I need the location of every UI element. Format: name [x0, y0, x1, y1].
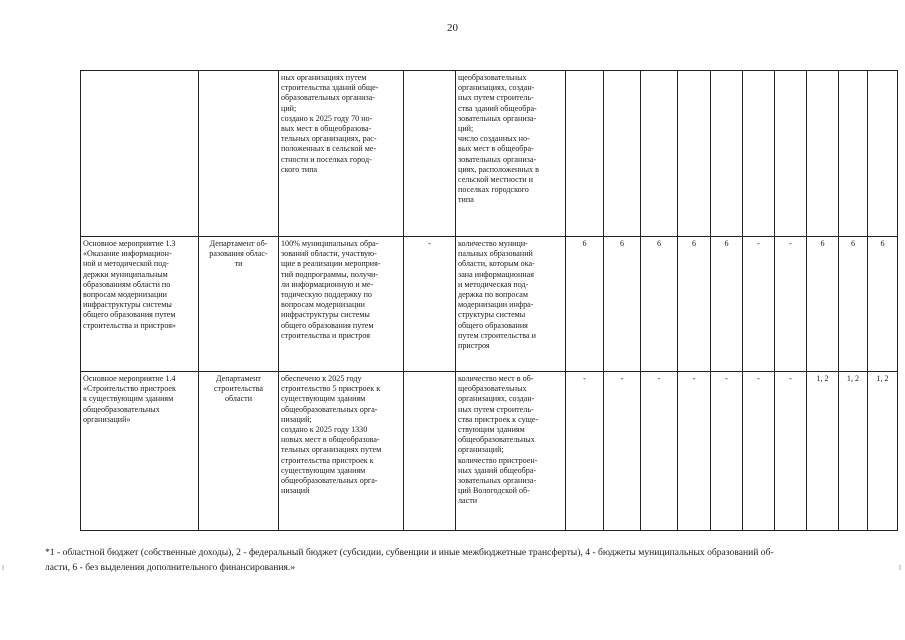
- footnote-text: *1 - областной бюджет (собственные доходы), 2 - федеральный бюджет (субсидии, субвенции и иные межбюджетные трансферты), 4 - бюджеты муниципальных образований об- ласти, 6 - без выделения дополнительного финансирования.»: [45, 547, 774, 573]
- year-cell: 1, 2: [839, 372, 868, 531]
- scan-edge-mark-right: ⁞: [899, 564, 901, 572]
- measure-name: Основное мероприятие 1.3 «Оказание информацион- ной и методической под- держки муниципальным образованиям области по вопросам модернизации инфраструктуры системы общего образования путем строительства и пристроя»: [83, 239, 176, 330]
- year-cell: -: [743, 237, 775, 372]
- year-cell: [807, 71, 839, 237]
- measure-name: Основное мероприятие 1.4 «Строительство пристроек к существующим зданиям общеобразовательных организаций»: [83, 374, 176, 424]
- department-name: Департамент об- разования облас- ти: [209, 239, 268, 269]
- year-cell: 6: [566, 237, 604, 372]
- link-cell: [404, 372, 456, 531]
- footnote: [45, 545, 890, 575]
- indicator-text: щеобразовательных организациях, создан- ных путем строитель- ства зданий общеобра- зовательных организа- ций; число созданных но- вых мест в общеобра- зовательных организа- циях, расположенных в сельской местности и поселках городского типа: [458, 73, 539, 205]
- measure-name-cell: [81, 71, 199, 237]
- indicator-text: количество муници- пальных образований области, которым ока- зана информационная и методическая под- держка по вопросам модернизации инфра- структуры системы общего образования путем строительства и пристроя: [458, 239, 536, 351]
- year-cell: -: [775, 237, 807, 372]
- year-cell: 1, 2: [868, 372, 898, 531]
- measure-name-cell: [81, 237, 199, 372]
- department-cell: [199, 372, 279, 531]
- year-cell: [641, 71, 678, 237]
- expected-result-cell: [279, 71, 404, 237]
- year-cell: 6: [641, 237, 678, 372]
- year-cell: [743, 71, 775, 237]
- year-cell: [868, 71, 898, 237]
- expected-result-cell: [279, 237, 404, 372]
- year-cell: -: [743, 372, 775, 531]
- year-cell: [566, 71, 604, 237]
- scan-edge-mark-left: ⁞: [2, 564, 4, 572]
- indicator-text: количество мест в об- щеобразовательных организациях, создан- ных путем строитель- ства пристроек к суще- ствующим зданиям общеобразовательных организаций; количество пристроен- ных зданий общеобра- зовательных организа- ций Вологодской об- ласти: [458, 374, 539, 506]
- department-name: Департамент строительства области: [214, 374, 263, 404]
- table-row: [81, 237, 898, 372]
- year-cell: -: [711, 372, 743, 531]
- year-cell: [775, 71, 807, 237]
- link-value: -: [428, 239, 431, 248]
- expected-result-cell: [279, 372, 404, 531]
- year-cell: -: [566, 372, 604, 531]
- year-cell: 6: [604, 237, 641, 372]
- year-cell: 6: [868, 237, 898, 372]
- year-cell: -: [775, 372, 807, 531]
- year-cell: 6: [807, 237, 839, 372]
- year-cell: 6: [711, 237, 743, 372]
- year-cell: 6: [839, 237, 868, 372]
- measures-table: [80, 70, 898, 531]
- department-cell: [199, 71, 279, 237]
- year-cell: [711, 71, 743, 237]
- expected-result: 100% муниципальных обра- зований области, участвую- щие в реализации мероприя- тий подпрограммы, получи- ли информационную и ме- тодическую поддержку по вопросам модернизации инфраструктуры системы общего образования путем строительства и пристроя: [281, 239, 381, 340]
- table-row: [81, 372, 898, 531]
- measure-name-cell: [81, 372, 199, 531]
- year-cell: -: [678, 372, 711, 531]
- year-cell: [678, 71, 711, 237]
- year-cell: 6: [678, 237, 711, 372]
- expected-result: обеспечено к 2025 году строительство 5 пристроек к существующим зданиям общеобразовательных орга- низаций; создано к 2025 году 1330 новых мест в общеобразова- тельных организациях путем строительства пристроек к существующим зданиям общеобразовательных орга- низаций: [281, 374, 382, 496]
- link-cell: [404, 237, 456, 372]
- expected-result: ных организациях путем строительства зданий обще- образовательных организа- ций; создано к 2025 году 70 но- вых мест в общеобразова- тельных организациях, рас- положенных в сельской ме- стности и поселках город- ского типа: [281, 73, 379, 174]
- indicator-cell: [456, 372, 566, 531]
- department-cell: [199, 237, 279, 372]
- year-cell: -: [604, 372, 641, 531]
- year-cell: [604, 71, 641, 237]
- page-number: 20: [447, 22, 458, 34]
- link-cell: [404, 71, 456, 237]
- indicator-cell: [456, 237, 566, 372]
- indicator-cell: [456, 71, 566, 237]
- year-cell: [839, 71, 868, 237]
- year-cell: -: [641, 372, 678, 531]
- table-row: [81, 71, 898, 237]
- year-cell: 1, 2: [807, 372, 839, 531]
